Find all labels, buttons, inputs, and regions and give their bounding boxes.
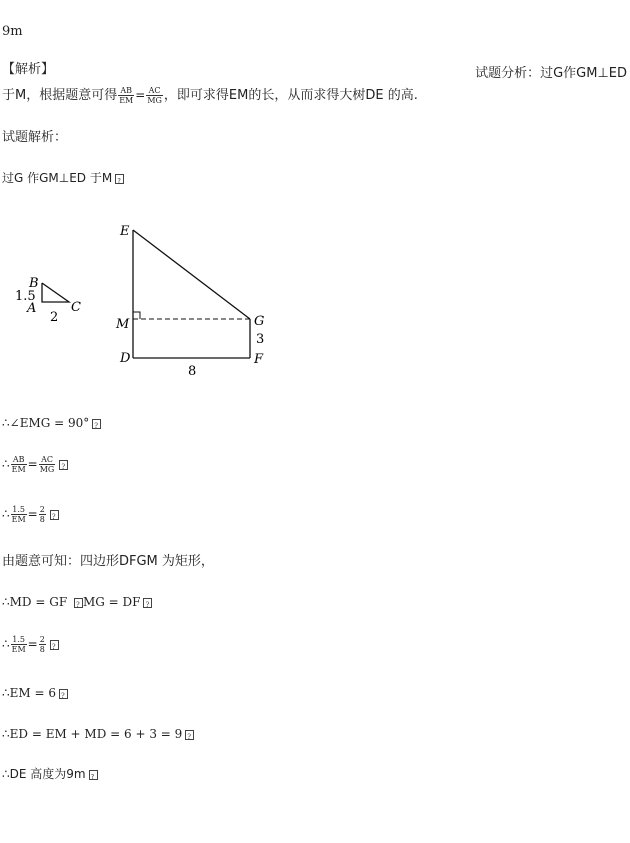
label-a: A (27, 301, 37, 316)
label-d: D (120, 351, 131, 366)
label-g: G (254, 314, 265, 329)
analysis-heading (475, 62, 627, 81)
step-8: ∴ED = EM + MD = 6 + 3 = 9? (2, 726, 194, 742)
missing-glyph-icon (74, 598, 83, 608)
missing-glyph-icon (50, 510, 59, 520)
analysis-line-2: 于M，根据题意可得 $\frac{AB}{EM}$ = $\frac{AC}{MG}$ ，即可求得EM的长，从而求得大树DE 的高. (2, 86, 418, 105)
geometry-figure (0, 215, 300, 395)
label-b: B (29, 276, 39, 291)
section-title: 【解析】 (2, 62, 55, 77)
step-3: ∴ $\frac{1.5}{EM}$ = $\frac{2}{8}$ ? (2, 505, 59, 524)
fraction-ac-mg: $\frac{AC}{MG}$ (147, 86, 162, 105)
step-6: ∴ $\frac{1.5}{EM}$ = $\frac{2}{8}$ ? (2, 635, 59, 654)
step-7: ∴EM = 6? (2, 685, 68, 701)
label-side-ab: 1.5 (15, 289, 36, 304)
label-side-df: 8 (188, 364, 197, 379)
label-side-gf: 3 (256, 332, 265, 347)
missing-glyph-icon (59, 460, 68, 470)
label-e: E (120, 224, 130, 239)
analysis-line2-pre: 于M，根据题意可得 (2, 88, 118, 103)
missing-glyph-icon (50, 640, 59, 650)
answer-text: 9m (2, 24, 23, 39)
small-triangle (42, 283, 69, 302)
missing-glyph-icon (143, 598, 152, 608)
label-m: M (116, 317, 130, 332)
step-2: ∴ $\frac{AB}{EM}$ = $\frac{AC}{MG}$ ? (2, 455, 68, 474)
missing-glyph-icon (59, 689, 68, 699)
solution-label: 试题解析： (2, 130, 68, 145)
fraction-ab-em: $\frac{AB}{EM}$ (119, 86, 134, 105)
analysis-line2-post: ，即可求得EM的长，从而求得大树DE 的高. (163, 88, 418, 103)
step-9: ∴DE 高度为9m? (2, 766, 98, 782)
step-5: ∴MD = GF ?MG = DF? (2, 594, 152, 610)
construct-line: 过G 作GM⊥ED 于M? (2, 170, 124, 186)
label-c: C (71, 300, 81, 315)
step-1: ∴∠EMG = 90°? (2, 415, 101, 431)
label-side-ac: 2 (50, 310, 59, 325)
right-angle-mark (133, 312, 140, 319)
label-f: F (254, 352, 264, 367)
step-4: 由题意可知：四边形DFGM 为矩形， (2, 554, 214, 569)
analysis-label: 试题分析： (475, 66, 541, 81)
segment-eg (133, 230, 250, 319)
analysis-head: 过G作GM⊥ED (540, 66, 627, 81)
missing-glyph-icon (115, 174, 124, 184)
missing-glyph-icon (92, 419, 101, 429)
missing-glyph-icon (89, 770, 98, 780)
missing-glyph-icon (185, 730, 194, 740)
